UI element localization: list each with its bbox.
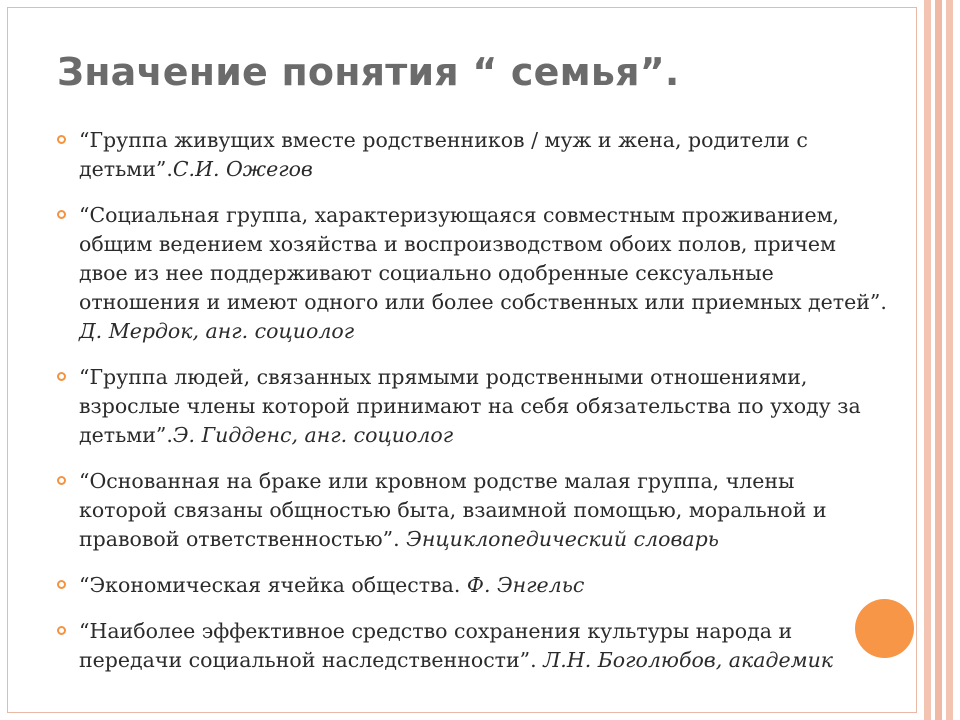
list-item [57,467,887,554]
decorative-stripes [917,0,960,720]
bullet-icon [57,626,66,635]
list-item [57,363,887,450]
definition-text: “Группа живущих вместе родственников / муж и жена, родители с детьми”. [79,128,808,181]
bullet-icon [57,135,66,144]
decorative-circle [855,599,914,658]
bullet-icon [57,580,66,589]
definition-text: “Основанная на браке или кровном родстве малая группа, члены которой связаны общностью быта, взаимной помощью, моральной и правовой ответственностью”. [79,469,827,551]
bullet-icon [57,476,66,485]
slide-title: Значение понятия “ семья”. [57,50,680,94]
list-item [57,617,887,675]
definition-text: “Группа людей, связанных прямыми родственными отношениями, взрослые члены которой принимают на себя обязательства по уходу за детьми”. [79,365,861,447]
list-item [57,571,887,600]
definition-text: “Социальная группа, характеризующаяся совместным проживанием, общим ведением хозяйства и воспроизводством обоих полов, причем двое из нее поддерживают социально одобренные сексуальные отношения и имеют одного или более собственных или приемных детей”. [79,203,887,314]
definition-author: Д. Мердок, анг. социолог [79,319,355,343]
bullet-icon [57,210,66,219]
list-item [57,126,887,184]
definition-author: С.И. Ожегов [172,157,313,181]
bullet-icon [57,372,66,381]
definition-author: Э. Гидденс, анг. социолог [172,423,454,447]
definition-author: Ф. Энгельс [466,573,585,597]
definition-text: “Экономическая ячейка общества. [79,573,467,597]
definition-text: “Наиболее эффективное средство сохранения культуры народа и передачи социальной наследственности”. [79,619,793,672]
definition-list [57,126,887,692]
list-item [57,201,887,346]
definition-author: Энциклопедический словарь [406,527,719,551]
definition-author: Л.Н. Боголюбов, академик [543,648,834,672]
